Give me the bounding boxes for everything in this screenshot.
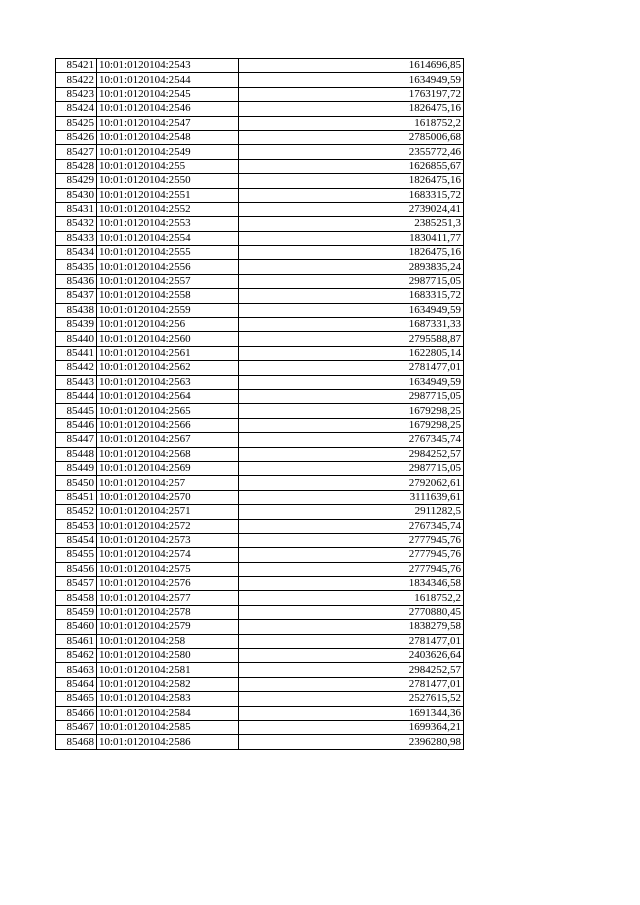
table-row	[56, 735, 464, 749]
cadastral-number-cell: 10:01:0120104:257	[97, 476, 239, 490]
cadastral-value-cell: 1826475,16	[239, 246, 464, 260]
row-number-cell: 85438	[56, 303, 97, 317]
cadastral-number-cell: 10:01:0120104:2569	[97, 461, 239, 475]
row-number-cell: 85447	[56, 433, 97, 447]
cadastral-number-cell: 10:01:0120104:2575	[97, 562, 239, 576]
cadastral-value-cell: 2385251,3	[239, 217, 464, 231]
table-row	[56, 620, 464, 634]
cadastral-value-cell: 1834346,58	[239, 577, 464, 591]
cadastral-number-cell: 10:01:0120104:2567	[97, 433, 239, 447]
table-row	[56, 562, 464, 576]
cadastral-number-cell: 10:01:0120104:2581	[97, 663, 239, 677]
cadastral-value-cell: 2739024,41	[239, 202, 464, 216]
table-row	[56, 634, 464, 648]
table-row	[56, 102, 464, 116]
table-row	[56, 605, 464, 619]
cadastral-value-cell: 2987715,05	[239, 461, 464, 475]
table-row	[56, 73, 464, 87]
table-row	[56, 246, 464, 260]
cadastral-value-cell: 1634949,59	[239, 375, 464, 389]
table-row	[56, 375, 464, 389]
row-number-cell: 85448	[56, 447, 97, 461]
cadastral-number-cell: 10:01:0120104:2566	[97, 418, 239, 432]
row-number-cell: 85442	[56, 361, 97, 375]
cadastral-value-cell: 2527615,52	[239, 692, 464, 706]
cadastral-number-cell: 10:01:0120104:2576	[97, 577, 239, 591]
cadastral-number-cell: 10:01:0120104:2555	[97, 246, 239, 260]
cadastral-number-cell: 10:01:0120104:2561	[97, 346, 239, 360]
table-row	[56, 706, 464, 720]
row-number-cell: 85431	[56, 202, 97, 216]
row-number-cell: 85467	[56, 720, 97, 734]
row-number-cell: 85433	[56, 231, 97, 245]
row-number-cell: 85453	[56, 519, 97, 533]
row-number-cell: 85424	[56, 102, 97, 116]
table-row	[56, 548, 464, 562]
cadastral-value-cell: 1622805,14	[239, 346, 464, 360]
cadastral-number-cell: 10:01:0120104:2583	[97, 692, 239, 706]
table-row	[56, 476, 464, 490]
table-row	[56, 577, 464, 591]
cadastral-number-cell: 10:01:0120104:2570	[97, 490, 239, 504]
cadastral-value-cell: 2984252,57	[239, 447, 464, 461]
table-row	[56, 389, 464, 403]
table-body	[56, 59, 464, 750]
cadastral-value-cell: 1699364,21	[239, 720, 464, 734]
row-number-cell: 85436	[56, 274, 97, 288]
table-row	[56, 217, 464, 231]
row-number-cell: 85428	[56, 159, 97, 173]
cadastral-number-cell: 10:01:0120104:2564	[97, 389, 239, 403]
row-number-cell: 85456	[56, 562, 97, 576]
cadastral-number-cell: 10:01:0120104:2572	[97, 519, 239, 533]
cadastral-value-cell: 2770880,45	[239, 605, 464, 619]
table-row	[56, 231, 464, 245]
row-number-cell: 85457	[56, 577, 97, 591]
row-number-cell: 85441	[56, 346, 97, 360]
cadastral-value-cell: 1763197,72	[239, 87, 464, 101]
table-row	[56, 202, 464, 216]
table-row	[56, 145, 464, 159]
table-row	[56, 505, 464, 519]
cadastral-value-cell: 2396280,98	[239, 735, 464, 749]
table-row	[56, 59, 464, 73]
cadastral-value-cell: 1826475,16	[239, 102, 464, 116]
cadastral-number-cell: 10:01:0120104:2562	[97, 361, 239, 375]
table-row	[56, 174, 464, 188]
table-row	[56, 591, 464, 605]
row-number-cell: 85466	[56, 706, 97, 720]
row-number-cell: 85462	[56, 649, 97, 663]
row-number-cell: 85445	[56, 404, 97, 418]
cadastral-number-cell: 10:01:0120104:2546	[97, 102, 239, 116]
table-row	[56, 720, 464, 734]
cadastral-number-cell: 10:01:0120104:2582	[97, 677, 239, 691]
table-row	[56, 447, 464, 461]
cadastral-value-cell: 2987715,05	[239, 389, 464, 403]
row-number-cell: 85454	[56, 533, 97, 547]
cadastral-number-cell: 10:01:0120104:2558	[97, 289, 239, 303]
cadastral-number-cell: 10:01:0120104:2586	[97, 735, 239, 749]
table-row	[56, 303, 464, 317]
row-number-cell: 85432	[56, 217, 97, 231]
table-row	[56, 533, 464, 547]
row-number-cell: 85452	[56, 505, 97, 519]
table-row	[56, 130, 464, 144]
table-row	[56, 649, 464, 663]
row-number-cell: 85435	[56, 260, 97, 274]
row-number-cell: 85430	[56, 188, 97, 202]
row-number-cell: 85423	[56, 87, 97, 101]
cadastral-number-cell: 10:01:0120104:2571	[97, 505, 239, 519]
row-number-cell: 85425	[56, 116, 97, 130]
cadastral-value-cell: 2911282,5	[239, 505, 464, 519]
cadastral-number-cell: 10:01:0120104:2578	[97, 605, 239, 619]
table-row	[56, 289, 464, 303]
row-number-cell: 85455	[56, 548, 97, 562]
cadastral-number-cell: 10:01:0120104:2584	[97, 706, 239, 720]
cadastral-value-cell: 1683315,72	[239, 289, 464, 303]
table-row	[56, 433, 464, 447]
table-row	[56, 87, 464, 101]
row-number-cell: 85449	[56, 461, 97, 475]
cadastral-number-cell: 10:01:0120104:258	[97, 634, 239, 648]
table-row	[56, 159, 464, 173]
row-number-cell: 85468	[56, 735, 97, 749]
table-row	[56, 332, 464, 346]
cadastral-value-cell: 1614696,85	[239, 59, 464, 73]
table-row	[56, 663, 464, 677]
cadastral-number-cell: 10:01:0120104:2574	[97, 548, 239, 562]
row-number-cell: 85427	[56, 145, 97, 159]
cadastral-value-cell: 1618752,2	[239, 591, 464, 605]
row-number-cell: 85463	[56, 663, 97, 677]
cadastral-number-cell: 10:01:0120104:2568	[97, 447, 239, 461]
cadastral-value-cell: 2987715,05	[239, 274, 464, 288]
cadastral-value-cell: 1683315,72	[239, 188, 464, 202]
table-row	[56, 692, 464, 706]
cadastral-number-cell: 10:01:0120104:2545	[97, 87, 239, 101]
cadastral-value-cell: 2795588,87	[239, 332, 464, 346]
cadastral-value-cell: 2767345,74	[239, 519, 464, 533]
cadastral-number-cell: 10:01:0120104:2579	[97, 620, 239, 634]
cadastral-value-cell: 1618752,2	[239, 116, 464, 130]
cadastral-value-cell: 2777945,76	[239, 533, 464, 547]
cadastral-number-cell: 10:01:0120104:2549	[97, 145, 239, 159]
row-number-cell: 85464	[56, 677, 97, 691]
row-number-cell: 85426	[56, 130, 97, 144]
row-number-cell: 85446	[56, 418, 97, 432]
cadastral-number-cell: 10:01:0120104:2548	[97, 130, 239, 144]
row-number-cell: 85460	[56, 620, 97, 634]
cadastral-value-cell: 2984252,57	[239, 663, 464, 677]
row-number-cell: 85450	[56, 476, 97, 490]
cadastral-value-cell: 2893835,24	[239, 260, 464, 274]
cadastral-number-cell: 10:01:0120104:2559	[97, 303, 239, 317]
table-row	[56, 274, 464, 288]
cadastral-number-cell: 10:01:0120104:2547	[97, 116, 239, 130]
cadastral-number-cell: 10:01:0120104:2550	[97, 174, 239, 188]
table-row	[56, 318, 464, 332]
table-row	[56, 418, 464, 432]
table-row	[56, 677, 464, 691]
cadastral-number-cell: 10:01:0120104:2580	[97, 649, 239, 663]
table-row	[56, 361, 464, 375]
cadastral-value-cell: 2777945,76	[239, 548, 464, 562]
row-number-cell: 85458	[56, 591, 97, 605]
cadastral-number-cell: 10:01:0120104:2554	[97, 231, 239, 245]
cadastral-number-cell: 10:01:0120104:256	[97, 318, 239, 332]
cadastral-number-cell: 10:01:0120104:2557	[97, 274, 239, 288]
row-number-cell: 85434	[56, 246, 97, 260]
row-number-cell: 85421	[56, 59, 97, 73]
cadastral-value-cell: 2781477,01	[239, 361, 464, 375]
cadastral-number-cell: 10:01:0120104:2551	[97, 188, 239, 202]
row-number-cell: 85422	[56, 73, 97, 87]
cadastral-number-cell: 10:01:0120104:2560	[97, 332, 239, 346]
cadastral-value-cell: 2781477,01	[239, 677, 464, 691]
cadastral-value-cell: 2355772,46	[239, 145, 464, 159]
cadastral-value-cell: 1830411,77	[239, 231, 464, 245]
cadastral-value-cell: 2781477,01	[239, 634, 464, 648]
row-number-cell: 85429	[56, 174, 97, 188]
row-number-cell: 85437	[56, 289, 97, 303]
cadastral-value-cell: 1826475,16	[239, 174, 464, 188]
cadastral-value-cell: 1687331,33	[239, 318, 464, 332]
cadastral-value-cell: 1634949,59	[239, 73, 464, 87]
cadastral-number-cell: 10:01:0120104:2544	[97, 73, 239, 87]
table-row	[56, 346, 464, 360]
cadastral-number-cell: 10:01:0120104:2573	[97, 533, 239, 547]
cadastral-number-cell: 10:01:0120104:2585	[97, 720, 239, 734]
cadastral-number-cell: 10:01:0120104:255	[97, 159, 239, 173]
cadastral-number-cell: 10:01:0120104:2552	[97, 202, 239, 216]
table-row	[56, 404, 464, 418]
cadastral-value-cell: 1679298,25	[239, 418, 464, 432]
row-number-cell: 85444	[56, 389, 97, 403]
table-row	[56, 260, 464, 274]
cadastral-value-cell: 2777945,76	[239, 562, 464, 576]
table-row	[56, 519, 464, 533]
cadastral-value-cell: 3111639,61	[239, 490, 464, 504]
cadastral-value-cell: 1679298,25	[239, 404, 464, 418]
row-number-cell: 85459	[56, 605, 97, 619]
cadastral-value-cell: 1838279,58	[239, 620, 464, 634]
cadastral-number-cell: 10:01:0120104:2563	[97, 375, 239, 389]
cadastral-value-cell: 2403626,64	[239, 649, 464, 663]
table-row	[56, 490, 464, 504]
cadastral-value-cell: 1626855,67	[239, 159, 464, 173]
cadastral-value-cell: 1634949,59	[239, 303, 464, 317]
row-number-cell: 85465	[56, 692, 97, 706]
row-number-cell: 85440	[56, 332, 97, 346]
table-row	[56, 188, 464, 202]
cadastral-number-cell: 10:01:0120104:2543	[97, 59, 239, 73]
row-number-cell: 85451	[56, 490, 97, 504]
cadastral-number-cell: 10:01:0120104:2556	[97, 260, 239, 274]
row-number-cell: 85439	[56, 318, 97, 332]
cadastral-number-cell: 10:01:0120104:2577	[97, 591, 239, 605]
cadastral-value-cell: 2767345,74	[239, 433, 464, 447]
table-row	[56, 461, 464, 475]
row-number-cell: 85443	[56, 375, 97, 389]
table-row	[56, 116, 464, 130]
cadastral-number-cell: 10:01:0120104:2553	[97, 217, 239, 231]
cadastral-number-cell: 10:01:0120104:2565	[97, 404, 239, 418]
cadastral-value-cell: 2792062,61	[239, 476, 464, 490]
row-number-cell: 85461	[56, 634, 97, 648]
cadastral-value-cell: 1691344,36	[239, 706, 464, 720]
cadastral-value-cell: 2785006,68	[239, 130, 464, 144]
cadastral-value-table	[55, 58, 464, 750]
